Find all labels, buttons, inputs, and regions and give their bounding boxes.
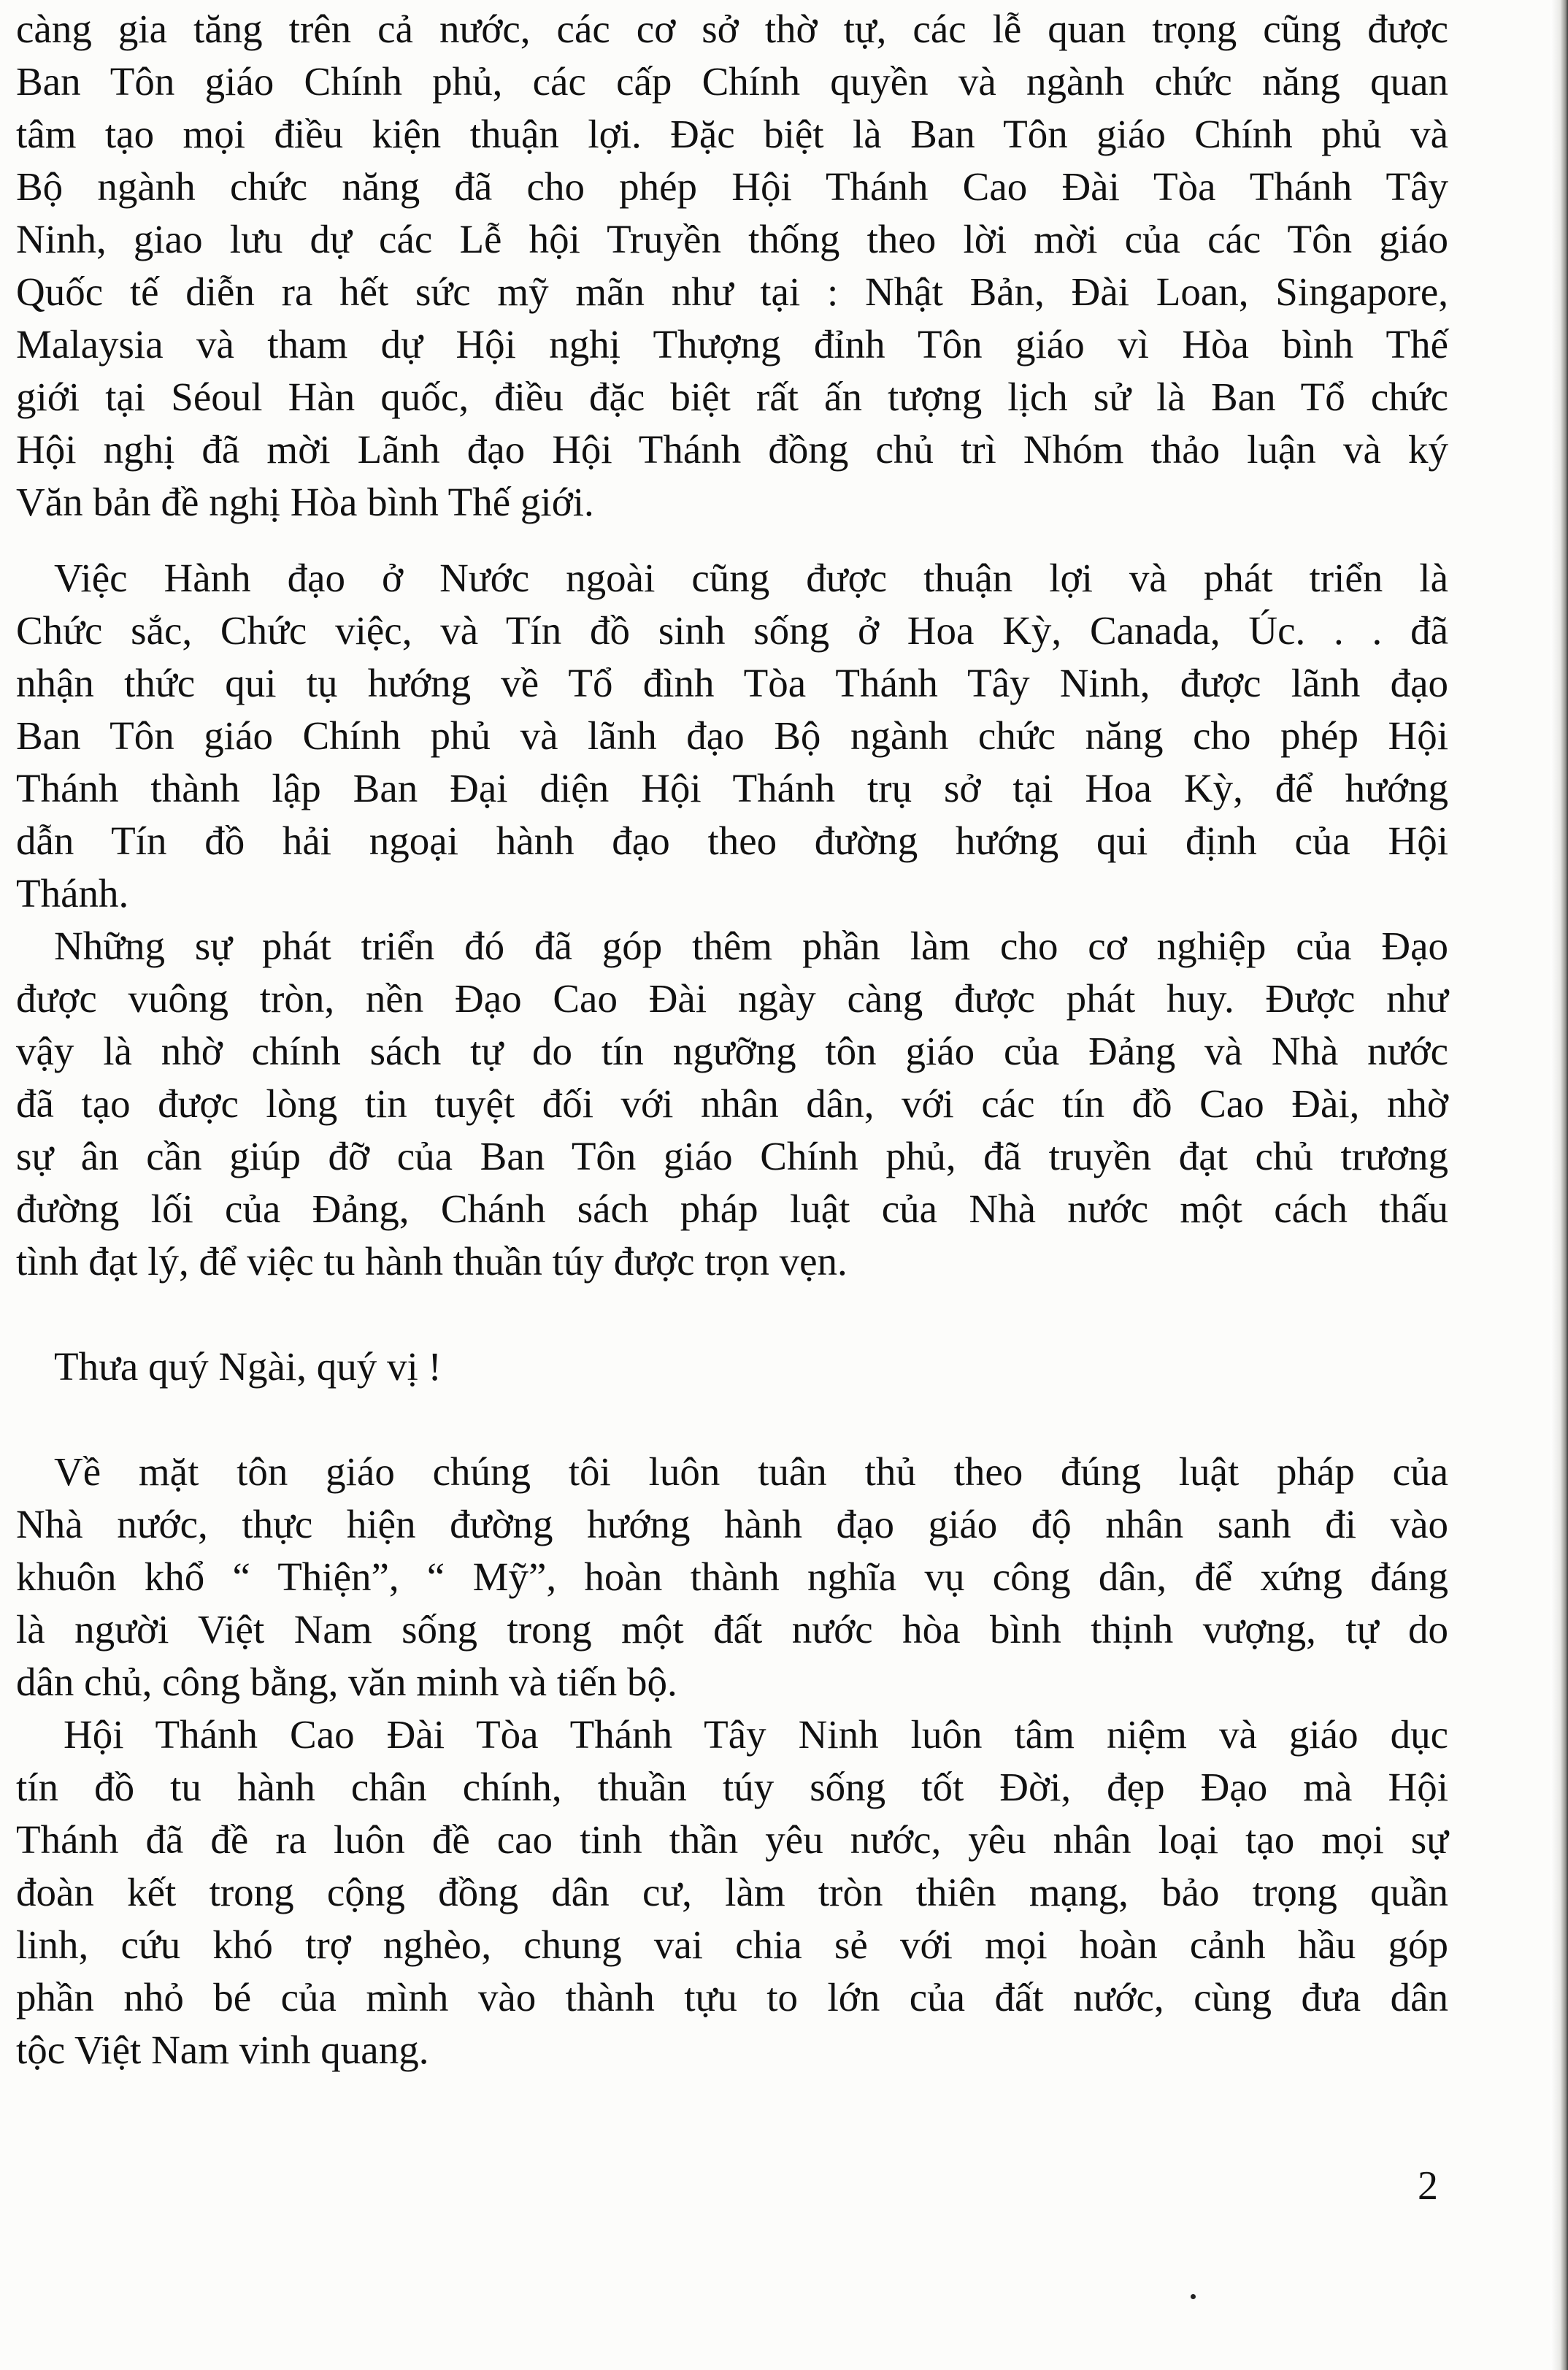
text-line: Thánh thành lập Ban Đại diện Hội Thánh trụ sở tại Hoa Kỳ, để hướng <box>16 766 1448 810</box>
text-line: Nhà nước, thực hiện đường hướng hành đạo giáo độ nhân sanh đi vào <box>16 1502 1448 1546</box>
text-line: đường lối của Đảng, Chánh sách pháp luật của Nhà nước một cách thấu <box>16 1186 1448 1231</box>
text-line: tộc Việt Nam vinh quang. <box>16 2028 429 2072</box>
text-line: tâm tạo mọi điều kiện thuận lợi. Đặc biệt là Ban Tôn giáo Chính phủ và <box>16 112 1448 156</box>
text-line: tình đạt lý, để việc tu hành thuần túy được trọn vẹn. <box>16 1239 848 1284</box>
text-line: Văn bản đề nghị Hòa bình Thế giới. <box>16 480 594 524</box>
scan-speck <box>1191 2294 1196 2299</box>
text-line: Thánh đã đề ra luôn đề cao tinh thần yêu nước, yêu nhân loại tạo mọi sự <box>16 1817 1448 1862</box>
paragraph <box>16 1446 1448 1709</box>
text-line: Ninh, giao lưu dự các Lễ hội Truyền thống theo lời mời của các Tôn giáo <box>16 217 1448 261</box>
paragraph <box>16 1709 1448 2076</box>
text-line: đoàn kết trong cộng đồng dân cư, làm tròn thiên mạng, bảo trọng quần <box>16 1870 1448 1914</box>
text-line: Chức sắc, Chức việc, và Tín đồ sinh sống ở Hoa Kỳ, Canada, Úc. . . đã <box>16 608 1448 653</box>
text-line: đã tạo được lòng tin tuyệt đối với nhân dân, với các tín đồ Cao Đài, nhờ <box>16 1081 1448 1126</box>
text-line: Ban Tôn giáo Chính phủ, các cấp Chính quyền và ngành chức năng quan <box>16 59 1448 104</box>
paragraph <box>16 920 1448 1288</box>
text-line: Việc Hành đạo ở Nước ngoài cũng được thuận lợi và phát triển là <box>54 556 1448 600</box>
text-line: được vuông tròn, nền Đạo Cao Đài ngày càng được phát huy. Được như <box>16 976 1448 1021</box>
text-line: là người Việt Nam sống trong một đất nước hòa bình thịnh vượng, tự do <box>16 1607 1448 1652</box>
text-line: phần nhỏ bé của mình vào thành tựu to lớn của đất nước, cùng đưa dân <box>16 1975 1448 2020</box>
text-line: vậy là nhờ chính sách tự do tín ngưỡng tôn giáo của Đảng và Nhà nước <box>16 1029 1448 1073</box>
text-line: khuôn khổ “ Thiện”, “ Mỹ”, hoàn thành nghĩa vụ công dân, để xứng đáng <box>16 1554 1448 1599</box>
text-line: Quốc tế diễn ra hết sức mỹ mãn như tại : Nhật Bản, Đài Loan, Singapore, <box>16 269 1448 314</box>
text-line: sự ân cần giúp đỡ của Ban Tôn giáo Chính phủ, đã truyền đạt chủ trương <box>16 1134 1448 1178</box>
text-line: Hội Thánh Cao Đài Tòa Thánh Tây Ninh luôn tâm niệm và giáo dục <box>64 1712 1448 1757</box>
text-line: giới tại Séoul Hàn quốc, điều đặc biệt rất ấn tượng lịch sử là Ban Tổ chức <box>16 375 1448 419</box>
text-line: linh, cứu khó trợ nghèo, chung vai chia sẻ với mọi hoàn cảnh hầu góp <box>16 1922 1448 1967</box>
text-line: Thánh. <box>16 871 129 916</box>
text-line: Thưa quý Ngài, quý vị ! <box>54 1344 442 1389</box>
text-line: Malaysia và tham dự Hội nghị Thượng đỉnh Tôn giáo vì Hòa bình Thế <box>16 322 1448 367</box>
text-line: dẫn Tín đồ hải ngoại hành đạo theo đường hướng qui định của Hội <box>16 818 1448 863</box>
text-line: Bộ ngành chức năng đã cho phép Hội Thánh Cao Đài Tòa Thánh Tây <box>16 164 1448 209</box>
text-line: Những sự phát triển đó đã góp thêm phần làm cho cơ nghiệp của Đạo <box>54 924 1448 968</box>
scan-page-edge <box>1550 0 1568 2370</box>
text-line: Về mặt tôn giáo chúng tôi luôn tuân thủ theo đúng luật pháp của <box>54 1449 1448 1494</box>
text-line: tín đồ tu hành chân chính, thuần túy sống tốt Đời, đẹp Đạo mà Hội <box>16 1765 1448 1809</box>
paragraph <box>16 552 1448 920</box>
text-line: nhận thức qui tụ hướng về Tổ đình Tòa Thánh Tây Ninh, được lãnh đạo <box>16 661 1448 705</box>
paragraph <box>16 1341 1448 1393</box>
page-number: 2 <box>1418 2163 1438 2209</box>
text-line: Hội nghị đã mời Lãnh đạo Hội Thánh đồng chủ trì Nhóm thảo luận và ký <box>16 427 1448 472</box>
text-line: càng gia tăng trên cả nước, các cơ sở thờ tự, các lễ quan trọng cũng được <box>16 7 1448 51</box>
text-line: Ban Tôn giáo Chính phủ và lãnh đạo Bộ ngành chức năng cho phép Hội <box>16 713 1448 758</box>
paragraph <box>16 3 1448 529</box>
text-line: dân chủ, công bằng, văn minh và tiến bộ. <box>16 1660 677 1704</box>
